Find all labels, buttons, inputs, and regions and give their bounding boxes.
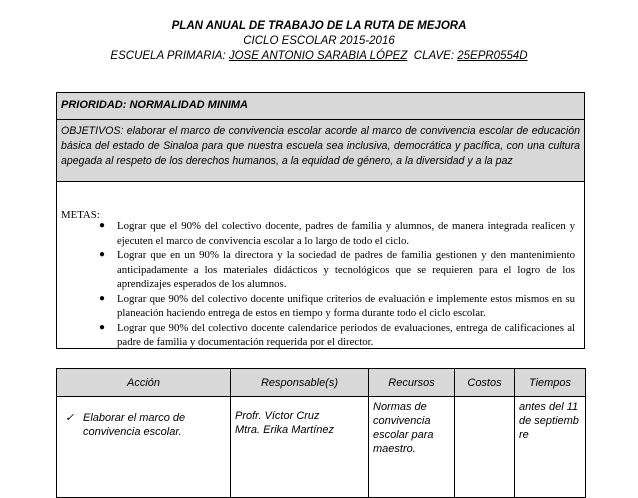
- col-recursos: Recursos: [369, 369, 455, 397]
- meta-item: ● Lograr que en un 90% la directora y la sociedad de padres de familia gestionen y den mantenimiento anticipadamente a los materiales didácticos y tecnológicos que se requieren para el logro de los aprendizajes esperados de los alumnos.: [99, 249, 575, 290]
- col-costos: Costos: [455, 369, 515, 397]
- school-label: ESCUELA PRIMARIA:: [110, 50, 229, 62]
- objectives-section: [56, 119, 585, 181]
- clave-label: CLAVE:: [407, 50, 458, 62]
- col-accion: Acción: [57, 369, 231, 397]
- cell-recursos: Normas de convivencia escolar para maestro.: [369, 397, 455, 498]
- school-name: JOSE ANTONIO SARABIA LÓPEZ: [228, 50, 408, 62]
- metas-list: [97, 219, 575, 350]
- meta-item: ● Lograr que el 90% del colectivo docente, padres de familia y alumnos, de manera integrada realicen y ejecuten el marco de convivencia escolar a lo largo de todo el ciclo.: [99, 220, 575, 247]
- col-tiempos: Tiempos: [515, 369, 586, 397]
- cell-tiempos: antes del 11 de septiembre: [515, 397, 586, 498]
- col-responsable: Responsable(s): [231, 369, 369, 397]
- meta-item: ● Lograr que 90% del colectivo docente unifique criterios de evaluación e implemente estos mismos en su planeación haciendo entrega de estos en tiempo y forma durante todo el ciclo escolar.: [99, 292, 575, 319]
- table-row: [57, 397, 586, 498]
- objectives-text: OBJETIVOS: elaborar el marco de convivencia escolar acorde al marco de convivencia escolar de educación básica del estado de Sinaloa para que nuestra escuela sea inclusiva, democrática y pacífica, con una cultura apegada al respeto de los derechos humanos, a la equidad de género, a la diversidad y a la paz: [61, 125, 580, 167]
- school-clave: 25EPR0554D: [457, 50, 528, 62]
- bullet-icon: ●: [99, 249, 106, 260]
- cell-responsable: Profr. Víctor Cruz Mtra. Erika Martínez: [231, 397, 369, 498]
- cell-costos: [455, 397, 515, 498]
- bullet-icon: ●: [99, 220, 106, 231]
- school-cycle: CICLO ESCOLAR 2015-2016: [243, 35, 395, 47]
- metas-title: METAS:: [61, 209, 100, 221]
- school-info: [0, 49, 638, 63]
- table-header-row: [57, 369, 586, 397]
- checkmark-icon: ✓: [65, 412, 75, 424]
- meta-item: ● Lograr que 90% del colectivo docente calendarice periodos de evaluaciones, entrega de calificaciones al padre de familia y documentación requerida por el director.: [99, 321, 575, 348]
- priority-section: [56, 92, 585, 119]
- plan-title: PLAN ANUAL DE TRABAJO DE LA RUTA DE MEJORA: [171, 20, 467, 32]
- cell-accion: ✓ Elaborar el marco de convivencia escolar.: [57, 397, 231, 498]
- action-table: [56, 368, 586, 498]
- bullet-icon: ●: [99, 321, 106, 333]
- metas-section: [56, 181, 585, 349]
- bullet-icon: ●: [99, 292, 106, 304]
- priority-text: PRIORIDAD: NORMALIDAD MINIMA: [61, 99, 248, 111]
